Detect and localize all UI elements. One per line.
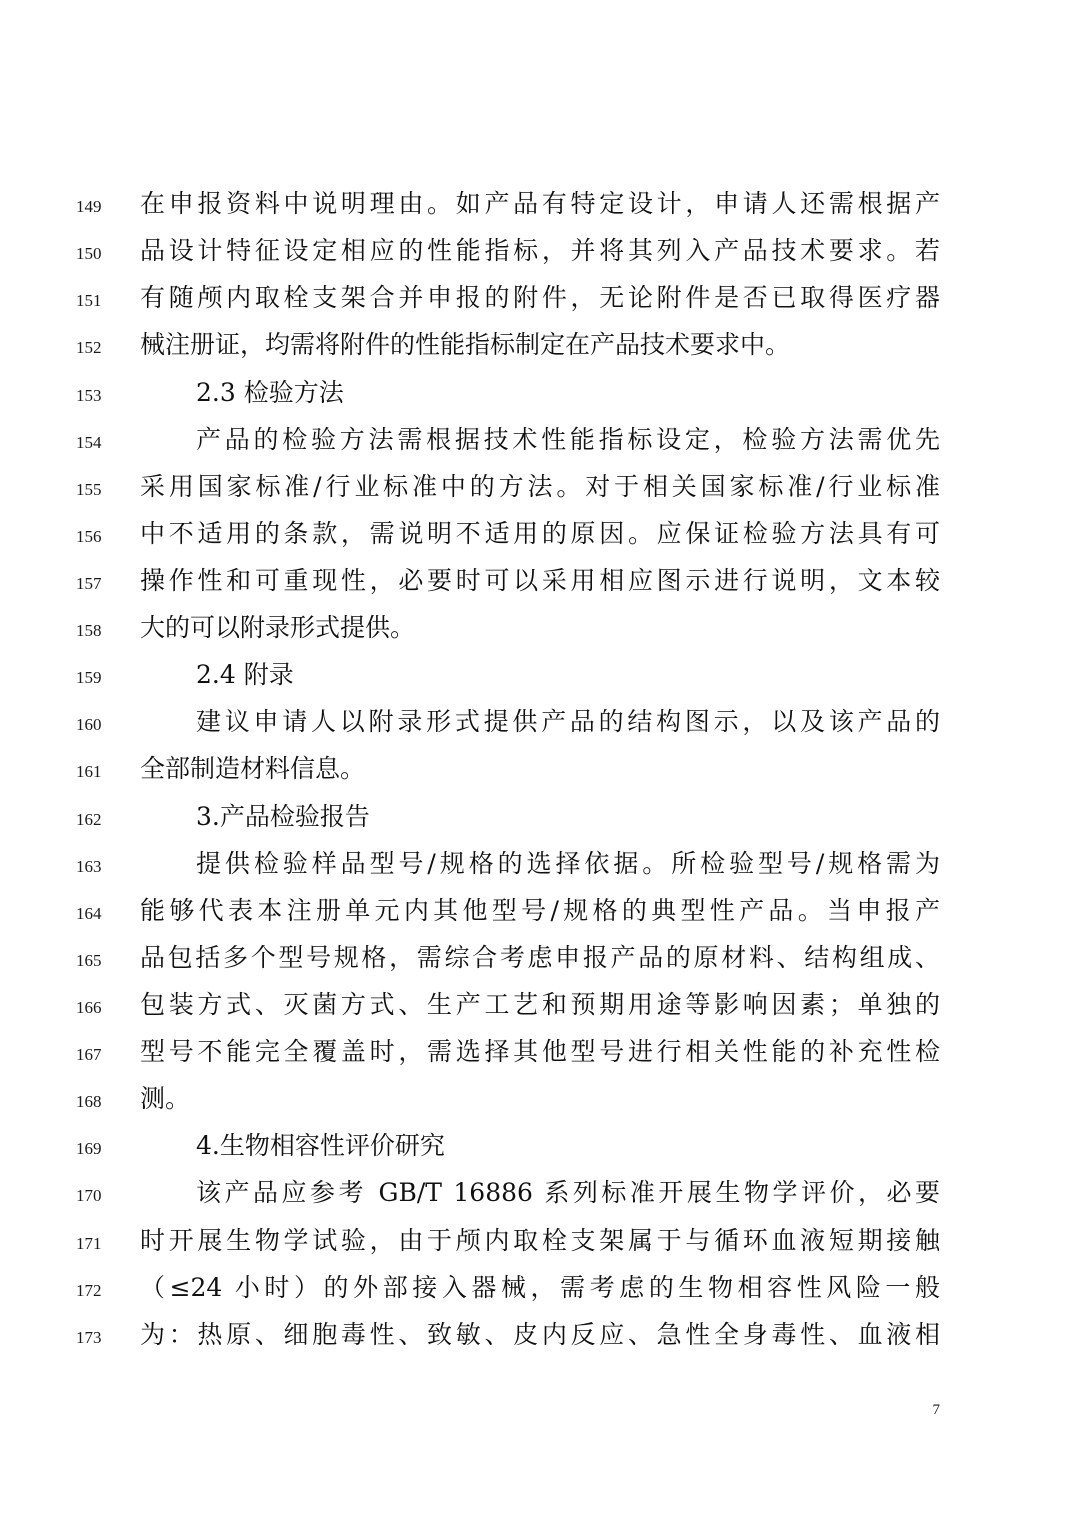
line-text: 时开展生物学试验，由于颅内取栓支架属于与循环血液短期接触	[140, 1226, 940, 1255]
line-number: 160	[76, 715, 102, 734]
line-text: 大的可以附录形式提供。	[140, 613, 416, 642]
text-line	[0, 891, 1080, 931]
text-line	[0, 420, 1080, 460]
line-text: 提供检验样品型号/规格的选择依据。所检验型号/规格需为	[196, 849, 940, 878]
line-number: 165	[76, 951, 102, 970]
line-number: 172	[76, 1281, 102, 1300]
line-text: 测。	[140, 1084, 191, 1113]
line-text: 产品的检验方法需根据技术性能指标设定，检验方法需优先	[196, 425, 940, 454]
text-line	[0, 278, 1080, 318]
section-heading-line	[0, 655, 1080, 695]
section-heading: 2.3 检验方法	[196, 378, 344, 407]
line-text: 操作性和可重现性，必要时可以采用相应图示进行说明，文本较	[140, 566, 940, 595]
text-line	[0, 608, 1080, 648]
text-line	[0, 1268, 1080, 1308]
line-text: 品设计特征设定相应的性能指标，并将其列入产品技术要求。若	[140, 236, 940, 265]
line-text: （≤24 小时）的外部接入器械，需考虑的生物相容性风险一般	[140, 1273, 940, 1302]
line-number: 169	[76, 1139, 102, 1158]
line-text: 全部制造材料信息。	[140, 754, 366, 783]
line-number: 153	[76, 386, 102, 405]
text-line	[0, 231, 1080, 271]
line-number: 156	[76, 527, 102, 546]
section-heading-line	[0, 373, 1080, 413]
section-heading: 2.4 附录	[196, 660, 294, 689]
line-number: 168	[76, 1092, 102, 1111]
text-line	[0, 938, 1080, 978]
line-text: 包装方式、灭菌方式、生产工艺和预期用途等影响因素；单独的	[140, 990, 940, 1019]
line-text: 能够代表本注册单元内其他型号/规格的典型性产品。当申报产	[140, 896, 940, 925]
line-text: 中不适用的条款，需说明不适用的原因。应保证检验方法具有可	[140, 519, 940, 548]
line-number: 157	[76, 574, 102, 593]
line-number: 171	[76, 1234, 102, 1253]
line-number: 163	[76, 857, 102, 876]
line-text: 品包括多个型号规格，需综合考虑申报产品的原材料、结构组成、	[140, 943, 940, 972]
line-number: 164	[76, 904, 102, 923]
text-line	[0, 184, 1080, 224]
line-number: 155	[76, 480, 102, 499]
section-heading-line	[0, 1126, 1080, 1166]
text-line	[0, 561, 1080, 601]
line-text: 有随颅内取栓支架合并申报的附件，无论附件是否已取得医疗器	[140, 283, 940, 312]
line-number: 154	[76, 433, 102, 452]
line-number: 173	[76, 1328, 102, 1347]
text-line	[0, 1173, 1080, 1213]
text-line	[0, 749, 1080, 789]
section-heading-line	[0, 797, 1080, 837]
line-text: 建议申请人以附录形式提供产品的结构图示，以及该产品的	[196, 707, 940, 736]
line-number: 161	[76, 762, 102, 781]
text-line	[0, 1079, 1080, 1119]
text-line	[0, 1221, 1080, 1261]
page-number: 7	[932, 1402, 940, 1418]
line-text: 该产品应参考 GB/T 16886 系列标准开展生物学评价，必要	[196, 1178, 940, 1207]
line-number: 151	[76, 291, 102, 310]
line-number: 159	[76, 668, 102, 687]
text-line	[0, 1315, 1080, 1355]
text-line	[0, 467, 1080, 507]
text-line	[0, 514, 1080, 554]
text-line	[0, 1032, 1080, 1072]
line-text: 采用国家标准/行业标准中的方法。对于相关国家标准/行业标准	[140, 472, 940, 501]
text-line	[0, 702, 1080, 742]
line-text: 型号不能完全覆盖时，需选择其他型号进行相关性能的补充性检	[140, 1037, 940, 1066]
line-text: 在申报资料中说明理由。如产品有特定设计，申请人还需根据产	[140, 189, 940, 218]
line-number: 170	[76, 1186, 102, 1205]
line-number: 152	[76, 338, 102, 357]
line-number: 166	[76, 998, 102, 1017]
text-line	[0, 325, 1080, 365]
line-number: 162	[76, 810, 102, 829]
text-line	[0, 844, 1080, 884]
section-heading: 3.产品检验报告	[196, 802, 370, 831]
line-text: 械注册证，均需将附件的性能指标制定在产品技术要求中。	[140, 330, 791, 359]
line-number: 167	[76, 1045, 102, 1064]
line-number: 158	[76, 621, 102, 640]
line-number: 149	[76, 197, 102, 216]
line-text: 为：热原、细胞毒性、致敏、皮内反应、急性全身毒性、血液相	[140, 1320, 940, 1349]
section-heading: 4.生物相容性评价研究	[196, 1131, 445, 1160]
text-line	[0, 985, 1080, 1025]
line-number: 150	[76, 244, 102, 263]
